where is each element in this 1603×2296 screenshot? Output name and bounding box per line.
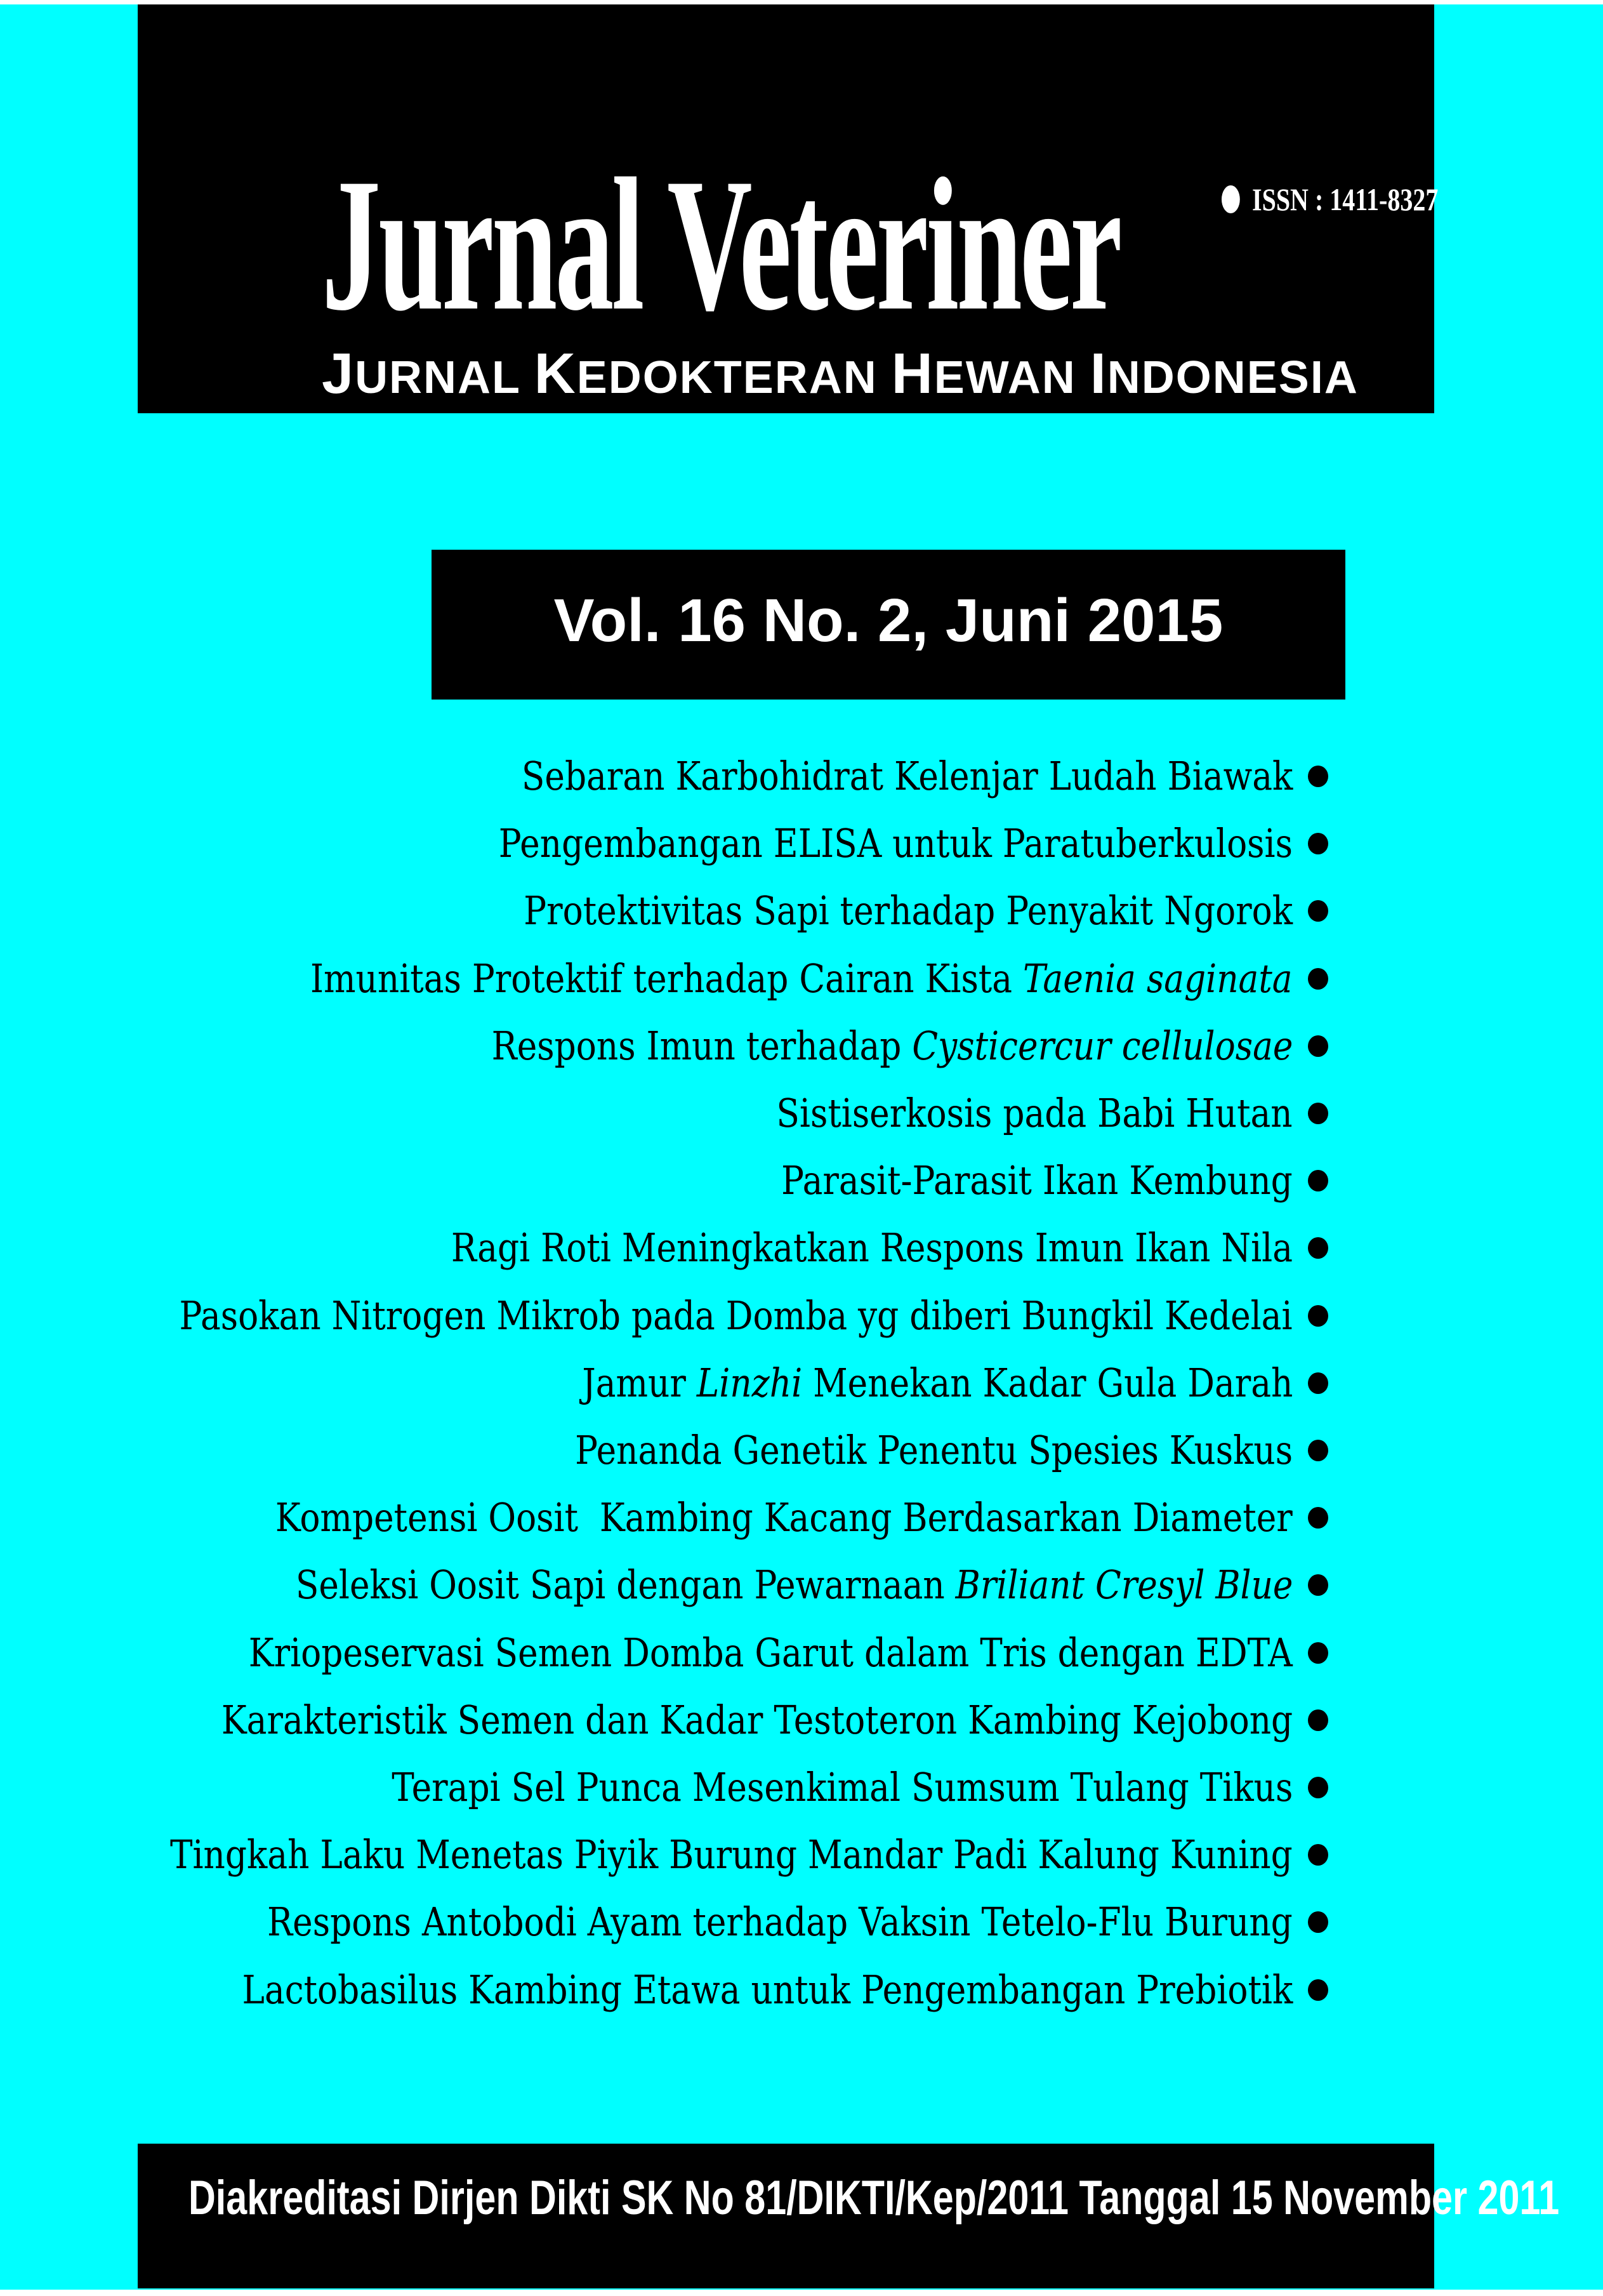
article-title — [242, 1965, 1293, 2015]
subtitle-word: EWAN — [933, 352, 1090, 403]
article-title-text: Karakteristik Semen dan Kadar Testoteron Kambing Kejobong — [221, 1696, 1293, 1743]
subtitle-initial: H — [891, 342, 934, 406]
article-title-text: Lactobasilus Kambing Etawa untuk Pengembangan Prebiotik — [242, 1966, 1293, 2013]
article-item — [0, 1350, 1603, 1417]
article-item — [0, 1214, 1603, 1282]
article-item — [0, 1012, 1603, 1080]
article-title-text: Pengembangan ELISA untuk Paratuberkulosis — [498, 820, 1293, 867]
article-item — [0, 1551, 1603, 1619]
article-title-text: Pasokan Nitrogen Mikrob pada Domba yg diberi Bungkil Kedelai — [180, 1292, 1293, 1339]
article-title — [275, 1492, 1293, 1543]
journal-title: Jurnal Veteriner — [322, 139, 1120, 350]
journal-subtitle — [322, 342, 1359, 406]
article-item — [0, 1619, 1603, 1687]
bullet-icon — [1308, 1911, 1328, 1933]
bullet-icon — [1308, 1035, 1328, 1057]
subtitle-initial: K — [534, 342, 577, 406]
article-item — [0, 1417, 1603, 1484]
article-title — [295, 1560, 1293, 1610]
bullet-icon — [1308, 1777, 1328, 1798]
article-title-text: Tingkah Laku Menetas Piyik Burung Mandar Padi Kalung Kuning — [170, 1831, 1293, 1878]
issn-text: ISSN : 1411-8327 — [1252, 182, 1439, 217]
article-title — [522, 751, 1293, 802]
article-title-text: Kriopeservasi Semen Domba Garut dalam Tris dengan EDTA — [249, 1629, 1293, 1676]
article-title — [575, 1425, 1293, 1476]
article-title — [524, 886, 1293, 936]
bullet-icon — [1308, 1103, 1328, 1124]
subtitle-initial: J — [322, 342, 355, 406]
bullet-icon — [1308, 1979, 1328, 2001]
article-item — [0, 1147, 1603, 1214]
accreditation-box — [138, 2144, 1560, 2288]
article-title-text: Protektivitas Sapi terhadap Penyakit Ngorok — [524, 887, 1293, 934]
article-title — [170, 1829, 1293, 1880]
article-title — [249, 1628, 1293, 1678]
issue-box — [432, 550, 1345, 700]
article-title-text: Seleksi Oosit Sapi dengan Pewarnaan — [295, 1562, 956, 1609]
article-item — [0, 1888, 1603, 1956]
bullet-icon — [1308, 1574, 1328, 1596]
article-title-text: Ragi Roti Meningkatkan Respons Imun Ikan Nila — [451, 1224, 1293, 1271]
article-item — [0, 810, 1603, 877]
bullet-icon — [1308, 1237, 1328, 1259]
bullet-icon — [1308, 833, 1328, 854]
bullet-icon — [1308, 1440, 1328, 1461]
article-title-text: Terapi Sel Punca Mesenkimal Sumsum Tulang Tikus — [391, 1764, 1293, 1810]
article-item — [0, 945, 1603, 1012]
article-title-text: Kompetensi Oosit Kambing Kacang Berdasarkan Diameter — [275, 1494, 1293, 1541]
article-item — [0, 1754, 1603, 1821]
article-title-text: Jamur — [581, 1359, 697, 1406]
article-title — [451, 1223, 1293, 1273]
article-title-italic: Cysticercur cellulosae — [911, 1022, 1293, 1069]
bullet-icon — [1308, 766, 1328, 787]
article-title-text: Parasit-Parasit Ikan Kembung — [781, 1157, 1293, 1204]
article-title-italic: Briliant Cresyl Blue — [955, 1562, 1293, 1609]
bullet-icon — [1308, 900, 1328, 922]
issn-label — [1222, 183, 1438, 215]
article-title — [310, 953, 1293, 1004]
bullet-icon — [1308, 1170, 1328, 1191]
masthead-banner — [138, 4, 1439, 413]
article-title — [781, 1155, 1293, 1206]
article-title-italic: Linzhi — [696, 1359, 802, 1406]
subtitle-word: EDOKTERAN — [576, 352, 892, 403]
article-item — [0, 1956, 1603, 2024]
article-title-text: Menekan Kadar Gula Darah — [802, 1359, 1293, 1406]
bullet-icon — [1308, 1372, 1328, 1394]
bullet-icon — [1308, 1709, 1328, 1731]
article-title-text: Sebaran Karbohidrat Kelenjar Ludah Biawak — [521, 753, 1293, 799]
article-title — [499, 818, 1293, 869]
article-title-text: Imunitas Protektif terhadap Cairan Kista — [310, 955, 1024, 1002]
accreditation-text: Diakreditasi Dirjen Dikti SK No 81/DIKTI/Kep/2011 Tanggal 15 November 2011 — [188, 2171, 1560, 2225]
article-title-text: Respons Imun terhadap — [491, 1022, 912, 1069]
article-item — [0, 1687, 1603, 1754]
article-title — [180, 1291, 1293, 1341]
issue-label: Vol. 16 No. 2, Juni 2015 — [553, 587, 1224, 654]
article-item — [0, 877, 1603, 945]
bullet-icon — [1308, 1305, 1328, 1327]
article-title — [777, 1088, 1293, 1139]
article-title-text: Penanda Genetik Penentu Spesies Kuskus — [574, 1427, 1293, 1473]
article-item — [0, 1282, 1603, 1350]
article-title — [267, 1897, 1293, 1948]
article-item — [0, 1484, 1603, 1551]
bullet-icon — [1308, 1507, 1328, 1529]
bullet-icon — [1308, 1844, 1328, 1866]
article-title — [221, 1695, 1293, 1746]
subtitle-word: NDONESIA — [1107, 352, 1359, 403]
subtitle-initial: I — [1090, 342, 1107, 406]
article-title-text: Sistiserkosis pada Babi Hutan — [776, 1090, 1293, 1136]
article-item — [0, 1821, 1603, 1888]
journal-cover — [0, 4, 1603, 2290]
bullet-icon — [1222, 185, 1240, 213]
article-title — [491, 1021, 1293, 1072]
bullet-icon — [1308, 968, 1328, 990]
article-title — [582, 1358, 1293, 1409]
article-title — [392, 1762, 1293, 1813]
bullet-icon — [1308, 1642, 1328, 1664]
article-item — [0, 743, 1603, 810]
article-title-text: Respons Antobodi Ayam terhadap Vaksin Tetelo-Flu Burung — [267, 1899, 1293, 1946]
subtitle-word: URNAL — [355, 352, 534, 403]
article-title-italic: Taenia saginata — [1023, 955, 1293, 1002]
article-item — [0, 1080, 1603, 1147]
